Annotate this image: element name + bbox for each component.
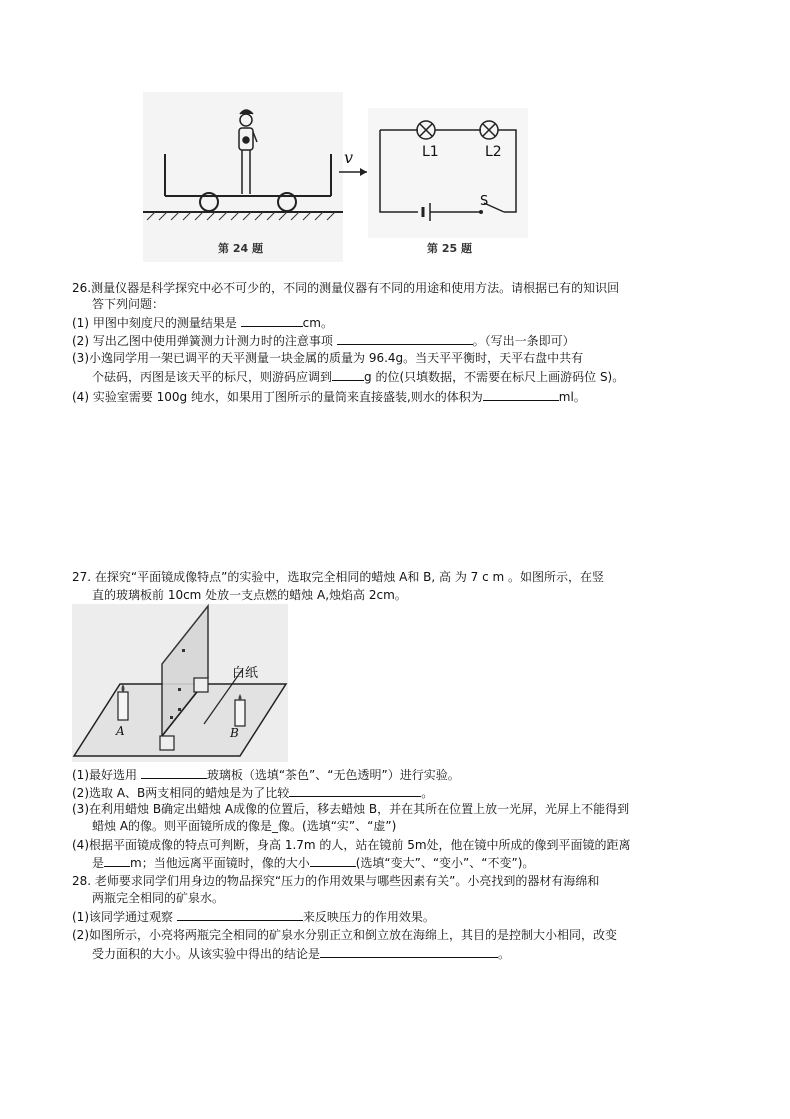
- q27-part4-text-b: m；当他远离平面镜时，像的大小: [130, 856, 310, 870]
- q26-part1-unit: cm。: [302, 316, 333, 330]
- q26-part3-text: 个砝码，丙图是该天平的标尺，则游码应调到: [92, 370, 333, 384]
- q27-fig-label-paper: 白纸: [232, 666, 259, 681]
- q28-part2-end: 。: [498, 947, 511, 961]
- q26-part4-blank[interactable]: [483, 389, 559, 401]
- fig25-caption: 第 25 题: [427, 242, 472, 255]
- q27-part2-end: 。: [421, 786, 434, 800]
- q28-part2-blank[interactable]: [320, 946, 498, 958]
- q28-part2-line1: (2)如图所示，小亮将两瓶完全相同的矿泉水分别正立和倒立放在海绵上，其目的是控制大小相同，改变: [72, 928, 618, 942]
- q28-intro-line2: 两瓶完全相同的矿泉水。: [92, 891, 225, 905]
- q27-part2-blank[interactable]: [289, 785, 421, 797]
- q28-intro-line1: 28. 老师要求同学们用身边的物品探究“压力的作用效果与哪些因素有关”。小亮找到的器材有海绵和: [72, 874, 600, 888]
- q27-part4-blank2[interactable]: [310, 855, 356, 867]
- q27-part1-text: (1)最好选用: [72, 768, 137, 782]
- q28-part1-note: 来反映压力的作用效果。: [302, 910, 435, 924]
- q26-part3-blank[interactable]: [332, 369, 364, 381]
- q26-part4-text: (4) 实验室需要 100g 纯水，如果用丁图所示的量筒来直接盛装,则水的体积为: [72, 390, 483, 404]
- lamp2-label: L2: [485, 144, 502, 160]
- q26-part3-line1: (3)小逸同学用一架已调平的天平测量一块金属的质量为 96.4g。当天平平衡时，天平右盘中共有: [72, 351, 584, 365]
- q27-part4-line1: (4)根据平面镜成像的特点可判断，身高 1.7m 的人，站在镜前 5m处，他在镜中所成的像到平面镜的距离: [72, 838, 631, 852]
- q26-part1-blank[interactable]: [241, 315, 303, 327]
- q27-part4-text-c: (选填“变大”、“变小”、“不变”)。: [355, 856, 535, 870]
- q26-part1-text: (1) 甲图中刻度尺的测量结果是: [72, 316, 237, 330]
- q27-part4-line2: [92, 855, 534, 871]
- q27-intro-line2: 直的玻璃板前 10cm 处放一支点燃的蜡烛 A,烛焰高 2cm。: [92, 588, 407, 602]
- lamp1-label: L1: [422, 144, 439, 160]
- q27-part1-note: 玻璃板（选填“茶色”、“无色透明”）进行实验。: [206, 768, 460, 782]
- q27-part3-line1: (3)在利用蜡烛 B确定出蜡烛 A成像的位置后，移去蜡烛 B，并在其所在位置上放一光屏，光屏上不能得到: [72, 802, 630, 816]
- q28-part1-blank[interactable]: [177, 909, 303, 921]
- q26-part1: [72, 315, 333, 331]
- q27-intro-line1: 27. 在探究“平面镜成像特点”的实验中，选取完全相同的蜡烛 A和 B, 高 为 7 c m 。如图所示，在竖: [72, 570, 605, 584]
- q26-part2-note: 。（写出一条即可）: [472, 334, 575, 348]
- q28-part2-line2: [92, 946, 510, 962]
- top-figures: [143, 92, 343, 262]
- q26-part3-note: g 的位(只填数据，不需要在标尺上画游码位 S)。: [364, 370, 625, 384]
- fig24-caption: 第 24 题: [218, 242, 263, 255]
- q27-fig-label-b: B: [230, 726, 239, 740]
- q26-part2-text: (2) 写出乙图中使用弹簧测力计测力时的注意事项: [72, 334, 333, 348]
- q26-part4: [72, 389, 586, 405]
- q27-part3-line2: 蜡烛 A的像。则平面镜所成的像是_像。(选填“实”、“虚”): [92, 819, 397, 833]
- fig25-circuit-diagram: [368, 108, 528, 238]
- q26-part2: [72, 333, 575, 349]
- q26-part3-line2: [92, 369, 624, 385]
- q27-part1-blank[interactable]: [141, 767, 207, 779]
- q27-fig-label-a: A: [116, 724, 125, 738]
- q27-part1: [72, 767, 460, 783]
- q27-mirror-figure: [72, 604, 288, 762]
- velocity-arrow: [337, 150, 371, 180]
- switch-label: S: [480, 194, 489, 209]
- q28-part1-text: (1)该同学通过观察: [72, 910, 173, 924]
- q28-part1: [72, 909, 435, 925]
- q27-part4-text-a: 是: [92, 856, 105, 870]
- fig24-cart-diagram: [143, 92, 343, 262]
- q26-part2-blank[interactable]: [337, 333, 473, 345]
- q27-part2: [72, 785, 433, 801]
- q28-part2-text: 受力面积的大小。从该实验中得出的结论是: [92, 947, 321, 961]
- q26-intro-line1: 26.测量仪器是科学探究中必不可少的，不同的测量仪器有不同的用途和使用方法。请根据已有的知识回: [72, 281, 620, 295]
- q27-part2-text: (2)选取 A、B两支相同的蜡烛是为了比较: [72, 786, 290, 800]
- q27-part4-blank1[interactable]: [104, 855, 130, 867]
- q26-intro-line2: 答下列问题：: [92, 297, 165, 311]
- velocity-label: v: [344, 148, 354, 167]
- q26-part4-unit: ml。: [558, 390, 586, 404]
